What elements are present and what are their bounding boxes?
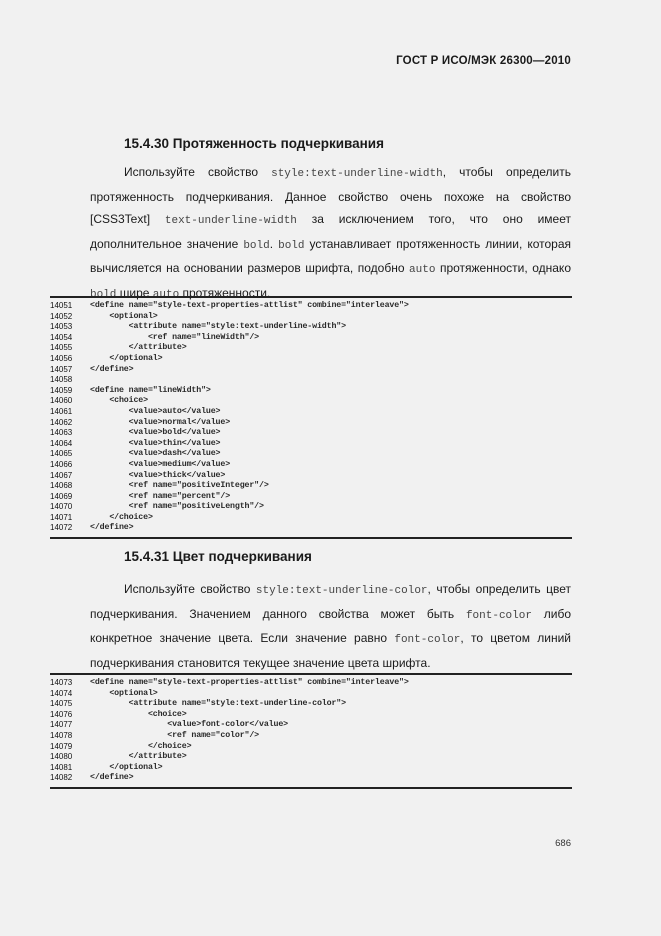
code-text: </define> [90, 523, 134, 533]
code-text: <attribute name="style:text-underline-width"> [90, 322, 346, 332]
line-number: 14056 [50, 353, 73, 363]
inline-code: text-underline-width [164, 215, 297, 227]
text-run: Используйте свойство [124, 165, 272, 179]
inline-code: font-color [465, 609, 532, 622]
code-line [50, 333, 572, 344]
code-line [50, 710, 572, 721]
code-text: <ref name="positiveLength"/> [90, 502, 264, 512]
text-run: шире [116, 285, 153, 300]
code-text: </attribute> [90, 752, 187, 762]
code-line [50, 763, 572, 774]
line-number: 14054 [50, 332, 73, 342]
inline-code: bold [90, 288, 117, 301]
text-run: . [269, 236, 279, 251]
inline-code: style:text-underline-color [255, 585, 428, 597]
code-text: <value>font-color</value> [90, 720, 288, 730]
code-text: <attribute name="style:text-underline-color"> [90, 699, 346, 709]
code-line [50, 418, 572, 429]
page-header-standard: ГОСТ Р ИСО/МЭК 26300—2010 [396, 55, 571, 67]
text-run: устанавливает протяженность линии, которая вычисляется на основании размеров шрифта, подобно [90, 236, 572, 275]
code-text: </choice> [90, 512, 153, 522]
code-line [50, 773, 572, 784]
code-block-underline-color [50, 673, 572, 789]
line-number: 14058 [50, 375, 73, 385]
code-line [50, 460, 572, 471]
line-number: 14061 [50, 406, 73, 416]
code-line [50, 407, 572, 418]
code-text: <define name="style-text-properties-attlist" combine="interleave"> [90, 678, 409, 687]
code-line [50, 523, 572, 534]
code-text: </define> [90, 773, 134, 783]
code-line [50, 343, 572, 354]
paragraph-text [90, 578, 571, 674]
paragraph-text [90, 161, 571, 306]
line-number: 14053 [50, 322, 73, 332]
line-number: 14065 [50, 449, 73, 459]
line-number: 14051 [50, 301, 73, 310]
text-run: либо конкретное значение цвета. Если значение равно [90, 606, 572, 645]
code-text: <ref name="color"/> [90, 730, 260, 740]
code-text: <value>medium</value> [90, 459, 231, 469]
code-text: </define> [90, 364, 134, 374]
code-line [50, 396, 572, 407]
line-number: 14078 [50, 730, 73, 740]
inline-code: auto [409, 264, 436, 276]
code-line [50, 720, 572, 731]
text-run: протяженности, однако [435, 261, 571, 275]
code-text: <value>dash</value> [90, 449, 221, 459]
line-number: 14057 [50, 364, 73, 374]
line-number: 14071 [50, 512, 73, 522]
line-number: 14077 [50, 720, 73, 730]
code-line [50, 365, 572, 376]
paragraph-underline-color [90, 578, 571, 674]
code-text: <value>thick</value> [90, 470, 226, 480]
code-line [50, 471, 572, 482]
code-line [50, 322, 572, 333]
line-number: 14059 [50, 385, 73, 395]
code-line [50, 449, 572, 460]
page-number: 686 [555, 838, 571, 849]
line-number: 14073 [50, 678, 73, 687]
code-text: <define name="lineWidth"> [90, 385, 211, 395]
text-run: за исключением того, что оно имеет дополнительное значение [90, 212, 571, 251]
inline-code: auto [152, 288, 180, 301]
code-text: </choice> [90, 741, 192, 751]
code-line [50, 481, 572, 492]
text-run: , то цветом линий подчеркивания становится текущее значение цвета шрифта. [90, 631, 571, 670]
code-line [50, 502, 572, 513]
section-title-underline-width: 15.4.30 Протяженность подчеркивания [124, 136, 384, 151]
code-text: <ref name="lineWidth"/> [90, 332, 260, 342]
line-number: 14069 [50, 491, 73, 501]
text-run: , чтобы определить цвет подчеркивания. Значением данного свойства может быть [90, 582, 571, 621]
line-number: 14063 [50, 428, 73, 438]
line-number: 14076 [50, 709, 73, 719]
text-run: , чтобы определить протяженность подчеркивания. Данное свойство очень похоже на свойство [CSS3Text] [90, 165, 571, 226]
code-text: <ref name="positiveInteger"/> [90, 481, 269, 491]
line-number: 14068 [50, 481, 73, 491]
code-text: </optional> [90, 762, 163, 772]
line-number: 14082 [50, 773, 73, 783]
code-line [50, 731, 572, 742]
text-run: Используйте свойство [124, 582, 256, 596]
code-line [50, 513, 572, 524]
code-text: <define name="style-text-properties-attlist" combine="interleave"> [90, 301, 409, 310]
code-text: <value>thin</value> [90, 438, 221, 448]
code-line [50, 312, 572, 323]
paragraph-underline-width [90, 161, 571, 306]
inline-code: font-color [394, 634, 461, 646]
code-line [50, 386, 572, 397]
line-number: 14055 [50, 343, 73, 353]
code-line [50, 752, 572, 763]
code-line [50, 354, 572, 365]
line-number: 14070 [50, 502, 73, 512]
code-line [50, 678, 572, 689]
line-number: 14081 [50, 762, 73, 772]
line-number: 14067 [50, 470, 73, 480]
code-text: <value>bold</value> [90, 428, 221, 438]
line-number: 14066 [50, 459, 73, 469]
code-text: <choice> [90, 709, 187, 719]
code-line [50, 301, 572, 312]
line-number: 14075 [50, 699, 73, 709]
inline-code: bold [243, 239, 270, 252]
code-text: <value>normal</value> [90, 417, 231, 427]
code-line [50, 439, 572, 450]
line-number: 14060 [50, 396, 73, 406]
line-number: 14080 [50, 752, 73, 762]
inline-code: style:text-underline-width [271, 168, 443, 180]
code-text: </attribute> [90, 343, 187, 353]
code-text: <optional> [90, 688, 158, 698]
text-run: протяженности. [179, 285, 271, 300]
section-title-underline-color: 15.4.31 Цвет подчеркивания [124, 549, 312, 564]
line-number: 14052 [50, 311, 73, 321]
code-line [50, 689, 572, 700]
code-text: <value>auto</value> [90, 406, 221, 416]
code-text: <optional> [90, 311, 158, 321]
line-number: 14079 [50, 741, 73, 751]
code-block-underline-width [50, 296, 572, 539]
code-line [50, 428, 572, 439]
code-line [50, 492, 572, 503]
line-number: 14072 [50, 523, 73, 533]
code-text: <ref name="percent"/> [90, 491, 231, 501]
inline-code: bold [278, 239, 305, 252]
code-line [50, 375, 572, 386]
code-text: <choice> [90, 396, 148, 406]
code-line [50, 742, 572, 753]
line-number: 14064 [50, 438, 73, 448]
line-number: 14074 [50, 688, 73, 698]
code-line [50, 699, 572, 710]
code-text: </optional> [90, 353, 163, 363]
line-number: 14062 [50, 417, 73, 427]
